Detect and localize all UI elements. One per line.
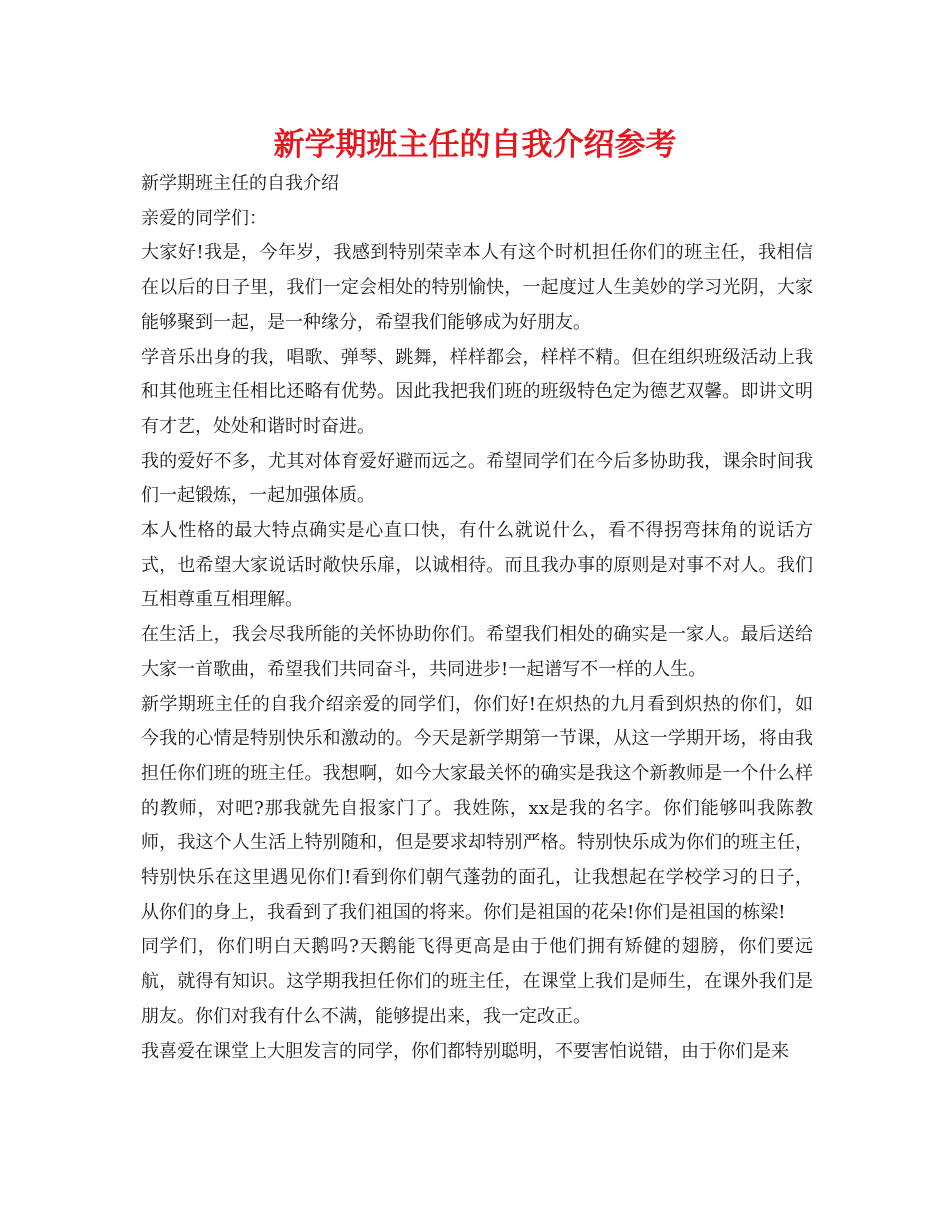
paragraph: 大家好!我是，今年岁，我感到特别荣幸本人有这个时机担任你们的班主任，我相信在以后的日子里，我们一定会相处的特别愉快，一起度过人生美妙的学习光阴，大家能够聚到一起，是一种缘分，希望我们能够成为好朋友。 xyxy=(141,242,813,333)
paragraph: 学音乐出身的我，唱歌、弹琴、跳舞，样样都会，样样不精。但在组织班级活动上我和其他班主任相比还略有优势。因此我把我们班的班级特色定为德艺双馨。即讲文明有才艺，处处和谐时时奋进。 xyxy=(141,346,813,437)
salutation: 亲爱的同学们： xyxy=(141,207,267,229)
paragraph: 我的爱好不多，尤其对体育爱好避而远之。希望同学们在今后多协助我，课余时间我们一起锻炼，一起加强体质。 xyxy=(141,450,813,507)
paragraph: 我喜爱在课堂上大胆发言的同学，你们都特别聪明，不要害怕说错，由于你们是来 xyxy=(141,1040,789,1062)
paragraph: 新学期班主任的自我介绍亲爱的同学们，你们好!在炽热的九月看到炽热的你们，如今我的心情是特别快乐和激动的。今天是新学期第一节课，从这一学期开场，将由我担任你们班的班主任。我想啊，如今大家最关怀的确实是我这个新教师是一个什么样的教师，对吧?那我就先自报家门了。我姓陈，xx是我的名字。你们能够叫我陈教师，我这个人生活上特别随和，但是要求却特别严格。特别快乐成为你们的班主任，特别快乐在这里遇见你们!看到你们朝气蓬勃的面孔，让我想起在学校学习的日子，从你们的身上，我看到了我们祖国的将来。你们是祖国的花朵!你们是祖国的栋梁! xyxy=(141,693,813,923)
document-title: 新学期班主任的自我介绍参考 xyxy=(273,127,677,163)
subtitle-line: 新学期班主任的自我介绍 xyxy=(141,173,339,194)
paragraph: 在生活上，我会尽我所能的关怀协助你们。希望我们相处的确实是一家人。最后送给大家一首歌曲，希望我们共同奋斗，共同进步!一起谱写不一样的人生。 xyxy=(141,624,813,680)
paragraph: 同学们，你们明白天鹅吗?天鹅能飞得更高是由于他们拥有矫健的翅膀，你们要远航，就得有知识。这学期我担任你们的班主任，在课堂上我们是师生，在课外我们是朋友。你们对我有什么不满，能够提出来，我一定改正。 xyxy=(141,936,813,1027)
paragraph: 本人性格的最大特点确实是心直口快，有什么就说什么，看不得拐弯抹角的说话方式，也希望大家说话时敞快乐扉，以诚相待。而且我办事的原则是对事不对人。我们互相尊重互相理解。 xyxy=(141,520,813,611)
document-body xyxy=(141,167,813,1069)
